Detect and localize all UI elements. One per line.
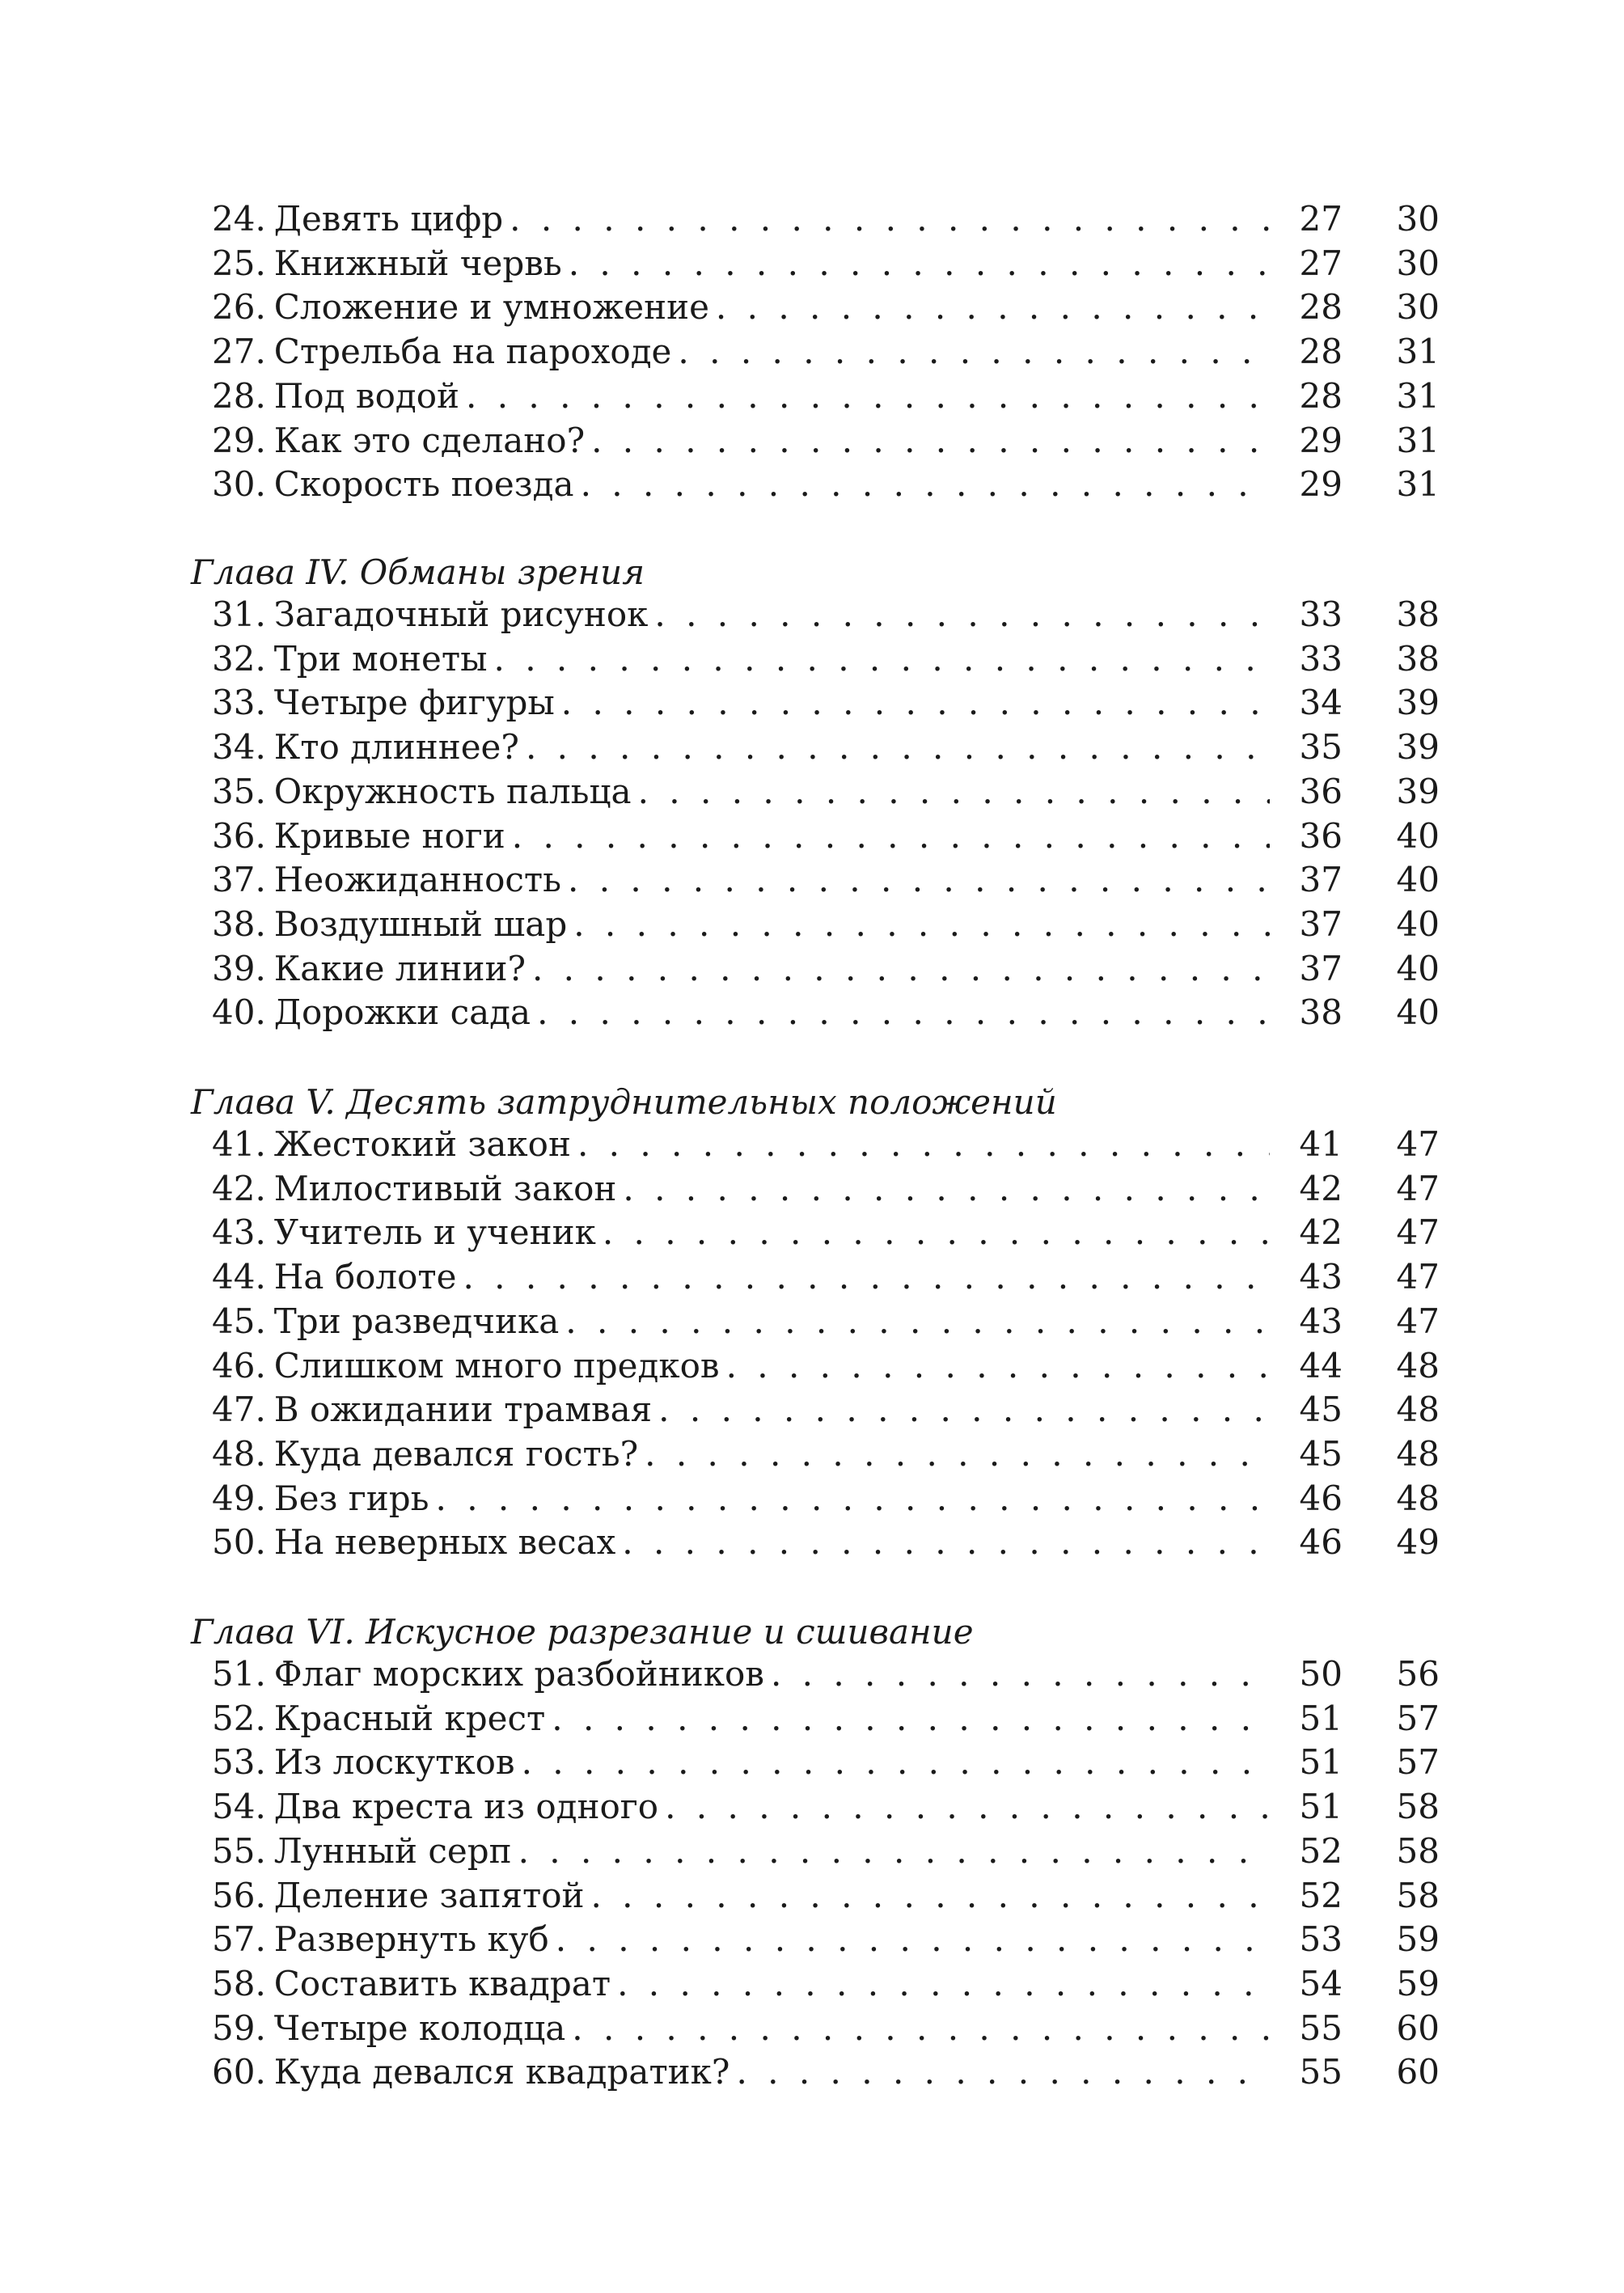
entry-number: 54. — [212, 1787, 266, 1827]
problem-page-number: 42 — [1270, 1167, 1343, 1212]
toc-entry-leader-row — [212, 903, 1341, 947]
dot-leader — [658, 1785, 1341, 1830]
entry-title: Четыре колодца — [273, 2007, 566, 2048]
problem-page-number: 54 — [1270, 1962, 1343, 2007]
toc-entry-leader-row — [212, 330, 1341, 374]
entry-title: Слишком много предков — [273, 1345, 720, 1386]
answer-page-number: 60 — [1396, 2007, 1440, 2048]
entry-number: 39. — [212, 948, 266, 988]
dot-leader — [764, 1652, 1341, 1697]
entry-title: Загадочный рисунок — [273, 594, 649, 634]
dot-leader — [549, 1918, 1341, 1962]
entry-number: 27. — [212, 332, 266, 372]
toc-entry-leader-row — [212, 1432, 1341, 1477]
dot-leader — [456, 1255, 1341, 1300]
dot-leader — [611, 1962, 1341, 2007]
dot-leader — [720, 1344, 1341, 1389]
entry-number: 55. — [212, 1830, 266, 1871]
answer-page-number: 30 — [1396, 243, 1440, 283]
answer-page-number: 58 — [1396, 1875, 1440, 1915]
toc-entry — [0, 593, 1624, 637]
entry-number: 25. — [212, 243, 266, 283]
toc-entry-leader-row — [212, 637, 1341, 682]
answer-page-number: 58 — [1396, 1787, 1440, 1827]
toc-entry-leader-row — [212, 1785, 1341, 1830]
problem-page-number: 50 — [1270, 1652, 1343, 1697]
toc-entry-leader-row — [212, 814, 1341, 859]
toc-entry-leader-row — [212, 374, 1341, 419]
answer-page-number: 59 — [1396, 1919, 1440, 1960]
problem-page-number: 28 — [1270, 286, 1343, 330]
entry-title: Дорожки сада — [273, 992, 531, 1033]
dot-leader — [638, 1432, 1341, 1477]
entry-title: Воздушный шар — [273, 903, 568, 944]
entry-number: 50. — [212, 1522, 266, 1563]
toc-entry — [0, 463, 1624, 507]
toc-entry — [0, 1918, 1624, 1962]
problem-page-number: 43 — [1270, 1255, 1343, 1300]
dot-leader — [503, 197, 1341, 242]
toc-entry — [0, 1255, 1624, 1300]
answer-page-number: 47 — [1396, 1168, 1440, 1208]
dot-leader — [512, 1830, 1341, 1874]
toc-entry — [0, 1962, 1624, 2007]
toc-entry-leader-row — [212, 2050, 1341, 2095]
toc-entry-leader-row — [212, 197, 1341, 242]
toc-entry-leader-row — [212, 419, 1341, 463]
toc-entry — [0, 1830, 1624, 1874]
answer-page-number: 48 — [1396, 1345, 1440, 1386]
dot-leader — [562, 242, 1341, 286]
entry-title: Четыре фигуры — [273, 683, 555, 723]
answer-page-number: 39 — [1396, 727, 1440, 768]
toc-entry — [0, 1432, 1624, 1477]
answer-page-number: 38 — [1396, 594, 1440, 634]
entry-number: 29. — [212, 420, 266, 460]
dot-leader — [596, 1211, 1341, 1255]
toc-entry-leader-row — [212, 593, 1341, 637]
toc-entry — [0, 991, 1624, 1035]
chapter-heading: Глава VI. Искусное разрезание и сшивание — [191, 1612, 974, 1652]
answer-page-number: 39 — [1396, 683, 1440, 723]
toc-entry-leader-row — [212, 2007, 1341, 2051]
toc-entry-leader-row — [212, 1477, 1341, 1521]
dot-leader — [584, 1874, 1341, 1919]
entry-number: 41. — [212, 1124, 266, 1164]
problem-page-number: 46 — [1270, 1477, 1343, 1521]
answer-page-number: 31 — [1396, 332, 1440, 372]
answer-page-number: 47 — [1396, 1212, 1440, 1253]
problem-page-number: 45 — [1270, 1388, 1343, 1432]
answer-page-number: 48 — [1396, 1478, 1440, 1518]
dot-leader — [526, 947, 1341, 992]
entry-title: Развернуть куб — [273, 1919, 549, 1960]
entry-number: 56. — [212, 1875, 266, 1915]
toc-entry — [0, 1388, 1624, 1432]
toc-entry — [0, 2050, 1624, 2095]
problem-page-number: 34 — [1270, 681, 1343, 726]
toc-entry — [0, 903, 1624, 947]
toc-entry-leader-row — [212, 1918, 1341, 1962]
toc-entry — [0, 286, 1624, 330]
answer-page-number: 59 — [1396, 1963, 1440, 2003]
toc-entry-leader-row — [212, 991, 1341, 1035]
dot-leader — [459, 374, 1341, 419]
toc-entry — [0, 374, 1624, 419]
toc-entry — [0, 814, 1624, 859]
toc-entry-leader-row — [212, 1344, 1341, 1389]
answer-page-number: 57 — [1396, 1742, 1440, 1783]
problem-page-number: 52 — [1270, 1874, 1343, 1919]
entry-number: 28. — [212, 375, 266, 416]
problem-page-number: 41 — [1270, 1123, 1343, 1167]
toc-entry-leader-row — [212, 1521, 1341, 1565]
entry-number: 46. — [212, 1345, 266, 1386]
entry-number: 36. — [212, 815, 266, 856]
entry-number: 30. — [212, 464, 266, 505]
problem-page-number: 37 — [1270, 903, 1343, 947]
toc-entry-leader-row — [212, 1211, 1341, 1255]
entry-title: Неожиданность — [273, 860, 561, 900]
toc-entry-leader-row — [212, 1697, 1341, 1741]
answer-page-number: 60 — [1396, 2052, 1440, 2092]
answer-page-number: 48 — [1396, 1433, 1440, 1474]
entry-title: Три разведчика — [273, 1301, 560, 1341]
entry-title: Окружность пальца — [273, 771, 632, 811]
problem-page-number: 51 — [1270, 1741, 1343, 1785]
entry-number: 34. — [212, 727, 266, 768]
toc-entry-leader-row — [212, 1741, 1341, 1785]
answer-page-number: 40 — [1396, 903, 1440, 944]
problem-page-number: 33 — [1270, 593, 1343, 637]
entry-title: Куда девался квадратик? — [273, 2052, 730, 2092]
toc-entry — [0, 330, 1624, 374]
toc-entry — [0, 726, 1624, 770]
dot-leader — [648, 593, 1341, 637]
entry-title: В ожидании трамвая — [273, 1390, 653, 1430]
toc-entry-leader-row — [212, 1388, 1341, 1432]
entry-title: Скорость поезда — [273, 464, 574, 505]
toc-entry-leader-row — [212, 681, 1341, 726]
entry-number: 43. — [212, 1212, 266, 1253]
answer-page-number: 49 — [1396, 1522, 1440, 1563]
entry-number: 53. — [212, 1742, 266, 1783]
entry-title: На болоте — [273, 1257, 457, 1297]
toc-entry — [0, 858, 1624, 903]
problem-page-number: 45 — [1270, 1432, 1343, 1477]
problem-page-number: 29 — [1270, 463, 1343, 507]
toc-entry — [0, 1344, 1624, 1389]
toc-entry — [0, 1123, 1624, 1167]
problem-page-number: 28 — [1270, 374, 1343, 419]
toc-entry — [0, 2007, 1624, 2051]
problem-page-number: 27 — [1270, 242, 1343, 286]
dot-leader — [555, 681, 1341, 726]
problem-page-number: 51 — [1270, 1697, 1343, 1741]
entry-number: 35. — [212, 771, 266, 811]
toc-entry-leader-row — [212, 463, 1341, 507]
dot-leader — [559, 1300, 1341, 1344]
entry-number: 44. — [212, 1257, 266, 1297]
toc-entry-leader-row — [212, 947, 1341, 992]
problem-page-number: 33 — [1270, 637, 1343, 682]
toc-entry-leader-row — [212, 1962, 1341, 2007]
problem-page-number: 35 — [1270, 726, 1343, 770]
chapter-heading: Глава IV. Обманы зрения — [191, 552, 645, 592]
problem-page-number: 29 — [1270, 419, 1343, 463]
entry-title: Под водой — [273, 375, 459, 416]
entry-number: 51. — [212, 1654, 266, 1694]
answer-page-number: 31 — [1396, 375, 1440, 416]
dot-leader — [565, 2007, 1341, 2051]
problem-page-number: 53 — [1270, 1918, 1343, 1962]
entry-title: Книжный червь — [273, 243, 562, 283]
dot-leader — [632, 770, 1341, 814]
dot-leader — [615, 1521, 1341, 1565]
toc-entry-leader-row — [212, 1255, 1341, 1300]
problem-page-number: 55 — [1270, 2007, 1343, 2051]
answer-page-number: 31 — [1396, 420, 1440, 460]
entry-title: Флаг морских разбойников — [273, 1654, 764, 1694]
problem-page-number: 46 — [1270, 1521, 1343, 1565]
answer-page-number: 58 — [1396, 1830, 1440, 1871]
dot-leader — [585, 419, 1341, 463]
toc-entry — [0, 1477, 1624, 1521]
dot-leader — [488, 637, 1341, 682]
problem-page-number: 55 — [1270, 2050, 1343, 2095]
entry-title: Жестокий закон — [273, 1124, 571, 1164]
dot-leader — [515, 1741, 1341, 1785]
toc-entry — [0, 197, 1624, 242]
entry-title: Девять цифр — [273, 199, 504, 239]
entry-title: Два креста из одного — [273, 1787, 659, 1827]
entry-title: На неверных весах — [273, 1522, 616, 1563]
answer-page-number: 31 — [1396, 464, 1440, 505]
dot-leader — [505, 814, 1341, 859]
dot-leader — [730, 2050, 1341, 2095]
entry-number: 24. — [212, 199, 266, 239]
entry-number: 47. — [212, 1390, 266, 1430]
toc-entry-leader-row — [212, 1123, 1341, 1167]
entry-number: 33. — [212, 683, 266, 723]
toc-entry — [0, 1874, 1624, 1919]
problem-page-number: 36 — [1270, 814, 1343, 859]
toc-entry-leader-row — [212, 286, 1341, 330]
chapter-heading: Глава V. Десять затруднительных положений — [191, 1082, 1057, 1122]
toc-entry — [0, 1652, 1624, 1697]
entry-number: 58. — [212, 1963, 266, 2003]
problem-page-number: 38 — [1270, 991, 1343, 1035]
answer-page-number: 56 — [1396, 1654, 1440, 1694]
answer-page-number: 48 — [1396, 1390, 1440, 1430]
dot-leader — [561, 858, 1341, 903]
problem-page-number: 43 — [1270, 1300, 1343, 1344]
entry-title: Милостивый закон — [273, 1168, 617, 1208]
toc-entry — [0, 1211, 1624, 1255]
answer-page-number: 57 — [1396, 1698, 1440, 1738]
entry-title: Из лоскутков — [273, 1742, 515, 1783]
answer-page-number: 40 — [1396, 815, 1440, 856]
problem-page-number: 52 — [1270, 1830, 1343, 1874]
entry-title: Как это сделано? — [273, 420, 586, 460]
toc-entry — [0, 770, 1624, 814]
toc-entry-leader-row — [212, 1300, 1341, 1344]
entry-title: Кривые ноги — [273, 815, 505, 856]
entry-number: 59. — [212, 2007, 266, 2048]
answer-page-number: 40 — [1396, 860, 1440, 900]
toc-entry — [0, 1785, 1624, 1830]
entry-title: Какие линии? — [273, 948, 526, 988]
toc-entry — [0, 1521, 1624, 1565]
entry-title: Сложение и умножение — [273, 287, 709, 328]
entry-title: Стрельба на пароходе — [273, 332, 672, 372]
entry-title: Учитель и ученик — [273, 1212, 596, 1253]
answer-page-number: 30 — [1396, 287, 1440, 328]
toc-entry-leader-row — [212, 1652, 1341, 1697]
toc-entry — [0, 681, 1624, 726]
entry-number: 49. — [212, 1478, 266, 1518]
answer-page-number: 47 — [1396, 1301, 1440, 1341]
dot-leader — [616, 1167, 1341, 1212]
problem-page-number: 37 — [1270, 947, 1343, 992]
toc-entry — [0, 419, 1624, 463]
dot-leader — [709, 286, 1341, 330]
dot-leader — [652, 1388, 1341, 1432]
entry-title: Без гирь — [273, 1478, 429, 1518]
toc-entry-leader-row — [212, 1874, 1341, 1919]
entry-number: 42. — [212, 1168, 266, 1208]
dot-leader — [574, 463, 1341, 507]
problem-page-number: 27 — [1270, 197, 1343, 242]
toc-entry-leader-row — [212, 1830, 1341, 1874]
entry-number: 40. — [212, 992, 266, 1033]
problem-page-number: 37 — [1270, 858, 1343, 903]
entry-title: Кто длиннее? — [273, 727, 519, 768]
dot-leader — [519, 726, 1341, 770]
entry-number: 45. — [212, 1301, 266, 1341]
toc-entry-leader-row — [212, 1167, 1341, 1212]
entry-title: Куда девался гость? — [273, 1433, 639, 1474]
problem-page-number: 51 — [1270, 1785, 1343, 1830]
entry-number: 57. — [212, 1919, 266, 1960]
toc-entry — [0, 242, 1624, 286]
problem-page-number: 36 — [1270, 770, 1343, 814]
entry-number: 32. — [212, 638, 266, 679]
entry-number: 31. — [212, 594, 266, 634]
dot-leader — [531, 991, 1341, 1035]
toc-entry — [0, 1300, 1624, 1344]
toc-entry — [0, 637, 1624, 682]
entry-title: Составить квадрат — [273, 1963, 611, 2003]
toc-entry — [0, 947, 1624, 992]
entry-number: 48. — [212, 1433, 266, 1474]
toc-entry-leader-row — [212, 726, 1341, 770]
answer-page-number: 47 — [1396, 1257, 1440, 1297]
toc-entry-leader-row — [212, 242, 1341, 286]
dot-leader — [429, 1477, 1341, 1521]
entry-title: Деление запятой — [273, 1875, 585, 1915]
dot-leader — [671, 330, 1341, 374]
toc-entry — [0, 1741, 1624, 1785]
answer-page-number: 40 — [1396, 948, 1440, 988]
answer-page-number: 47 — [1396, 1124, 1440, 1164]
dot-leader — [545, 1697, 1341, 1741]
toc-entry — [0, 1697, 1624, 1741]
answer-page-number: 30 — [1396, 199, 1440, 239]
entry-number: 26. — [212, 287, 266, 328]
answer-page-number: 39 — [1396, 771, 1440, 811]
entry-title: Красный крест — [273, 1698, 546, 1738]
entry-number: 37. — [212, 860, 266, 900]
toc-entry-leader-row — [212, 858, 1341, 903]
dot-leader — [571, 1123, 1341, 1167]
answer-page-number: 40 — [1396, 992, 1440, 1033]
entry-title: Лунный серп — [273, 1830, 512, 1871]
entry-title: Три монеты — [273, 638, 488, 679]
entry-number: 60. — [212, 2052, 266, 2092]
problem-page-number: 44 — [1270, 1344, 1343, 1389]
dot-leader — [567, 903, 1341, 947]
problem-page-number: 42 — [1270, 1211, 1343, 1255]
answer-page-number: 38 — [1396, 638, 1440, 679]
toc-entry — [0, 1167, 1624, 1212]
entry-number: 52. — [212, 1698, 266, 1738]
problem-page-number: 28 — [1270, 330, 1343, 374]
entry-number: 38. — [212, 903, 266, 944]
toc-entry-leader-row — [212, 770, 1341, 814]
